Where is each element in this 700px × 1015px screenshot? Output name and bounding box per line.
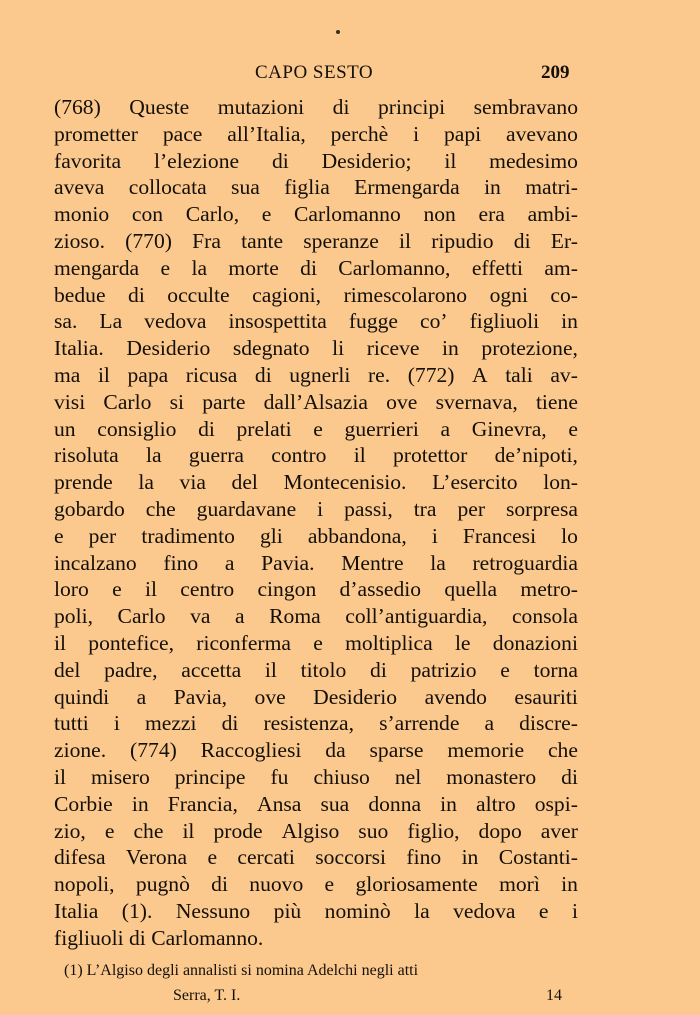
text-line: un consiglio di prelati e guerrieri a Ginevra, e <box>54 416 578 441</box>
body-text <box>54 94 578 952</box>
footnote <box>54 958 614 1008</box>
text-line: prende la via del Montecenisio. L’esercito lon- <box>54 470 578 495</box>
text-line: ma il papa ricusa di ugnerli re. (772) A tali av- <box>54 362 578 387</box>
text-line: nopoli, pugnò di nuovo e gloriosamente morì in <box>54 872 578 897</box>
text-line: quindi a Pavia, ove Desiderio avendo esauriti <box>54 684 578 709</box>
text-line: bedue di occulte cagioni, rimescolarono ogni co- <box>54 282 578 307</box>
text-line: favorita l’elezione di Desiderio; il medesimo <box>54 148 578 173</box>
text-line: Italia (1). Nessuno più nominò la vedova e i <box>54 898 578 923</box>
text-line: visi Carlo si parte dall’Alsazia ove svernava, tiene <box>54 389 578 414</box>
text-line: monio con Carlo, e Carlomanno non era ambi- <box>54 202 578 227</box>
text-line: (768) Queste mutazioni di principi sembravano <box>54 95 578 119</box>
text-line: zione. (774) Raccogliesi da sparse memorie che <box>54 738 578 763</box>
text-line: difesa Verona e cercati soccorsi fino in Costanti- <box>54 845 578 870</box>
signature-volume: Serra, T. I. <box>173 987 241 1004</box>
text-line: gobardo che guardavane i passi, tra per sorpresa <box>54 496 578 521</box>
footnote-text: (1) L’Algiso degli annalisti si nomina Adelchi negli atti <box>64 962 419 979</box>
text-line: prometter pace all’Italia, perchè i papi avevano <box>54 121 578 146</box>
text-line: loro e il centro cingon d’assedio quella metro- <box>54 577 578 602</box>
signature-mark: 14 <box>546 987 562 1004</box>
text-line: poli, Carlo va a Roma coll’antiguardia, consola <box>54 604 578 629</box>
text-line: tutti i mezzi di resistenza, s’arrende a discre- <box>54 711 578 736</box>
page-header <box>0 62 700 88</box>
text-line: Corbie in Francia, Ansa sua donna in altro ospi- <box>54 791 578 816</box>
text-line: risoluta la guerra contro il protettor de’nipoti, <box>54 443 578 468</box>
text-line: e per tradimento gli abbandona, i Francesi lo <box>54 523 578 548</box>
signature-line <box>54 983 614 1008</box>
text-line: del padre, accetta il titolo di patrizio e torna <box>54 657 578 682</box>
text-line: il pontefice, riconferma e moltiplica le donazioni <box>54 630 578 655</box>
ink-speck <box>336 30 340 34</box>
text-line: Italia. Desiderio sdegnato li riceve in protezione, <box>54 336 578 361</box>
page-number: 209 <box>541 62 570 83</box>
text-line: il misero principe fu chiuso nel monastero di <box>54 764 578 789</box>
text-line: sa. La vedova insospettita fugge co’ figliuoli in <box>54 309 578 334</box>
text-line: mengarda e la morte di Carlomanno, effetti am- <box>54 255 578 280</box>
text-line: incalzano fino a Pavia. Mentre la retroguardia <box>54 550 578 575</box>
text-line: zio, e che il prode Algiso suo figlio, dopo aver <box>54 818 578 843</box>
text-line: zioso. (770) Fra tante speranze il ripudio di Er- <box>54 228 578 253</box>
text-line: aveva collocata sua figlia Ermengarda in matri- <box>54 175 578 200</box>
text-line: figliuoli di Carlomanno. <box>54 925 264 950</box>
running-title: CAPO SESTO <box>255 62 374 83</box>
